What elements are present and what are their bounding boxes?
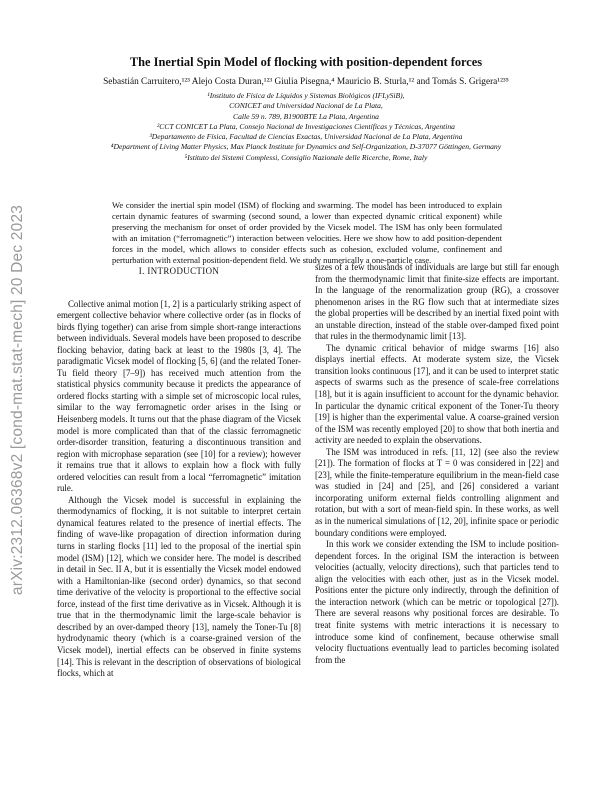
affiliation-line: ¹Instituto de Física de Líquidos y Sistemas Biológicos (IFLySiB), <box>207 91 405 100</box>
arxiv-identifier[interactable]: arXiv:2312.06368v2 [cond-mat.stat-mech] 20 Dec 2023 <box>9 204 26 596</box>
body-paragraph: sizes of a few thousands of individuals are large but still far enough from the thermodynamic limit that finite-size effects are important. In the language of the renormalization group (RG), a crossover phenomenon arises in the RG flow such that at intermediate sizes the global properties will be described by an inertial fixed point with an unstable direction, instead of the stable over-damped fixed point that rules in the thermodynamic limit [13]. <box>315 262 559 342</box>
arxiv-side-stamp <box>4 160 32 640</box>
affiliation-line: CONICET and Universidad Nacional de La Plata, <box>229 101 383 111</box>
left-column <box>57 262 301 680</box>
paper-title: The Inertial Spin Model of flocking with position-dependent forces <box>129 55 483 69</box>
author-list: Sebastián Carruitero,¹²³ Alejo Costa Duran,¹²³ Giulia Pisegna,⁴ Mauricio B. Sturla,¹² and Tomás S. Grigera¹²³⁵ <box>103 77 509 87</box>
affiliation-line: ⁴Department of Living Matter Physics, Max Planck Institute for Dynamics and Self-Organization, D-37077 Göttingen, Germany <box>110 142 502 152</box>
affiliation-line: ³Departamento de Física, Facultad de Ciencias Exactas, Universidad Nacional de La Plata, Argentina <box>149 132 463 142</box>
body-paragraph: Although the Vicsek model is successful in explaining the thermodynamics of flocking, it is not suitable to interpret certain dynamical features related to the presence of inertial effects. The finding of wave-like propagation of direction information during turns in starling flocks [11] led to the proposal of the inertial spin model (ISM) [12], which we consider here. The model is described in detail in Sec. II A, but it is essentially the Vicsek model endowed with a Hamiltonian-like (second order) dynamics, so that second time derivative of the velocity is proportional to the effective social force, instead of the first time derivative as in Vicsek. Although it is true that in the thermodynamic limit the large-scale behavior is described by an over-damped theory [13], namely the Toner-Tu [8] hydrodynamic theory (which is a coarse-grained version of the Vicsek model), inertial effects can be observed in finite systems [14]. This is relevant in the description of observations of biological flocks, which at <box>57 494 301 679</box>
affiliation-line: Calle 59 n. 789, B1900BTE La Plata, Argentina <box>233 111 379 121</box>
affiliation-list <box>40 91 572 163</box>
affiliation-line: ²CCT CONICET La Plata, Consejo Nacional de Investigaciones Científicas y Técnicas, Argentina <box>157 121 455 131</box>
abstract: We consider the inertial spin model (ISM) of flocking and swarming. The model has been introduced to explain certain dynamic features of swarming (second sound, a lower than expected dynamic critical exponent) while preserving the mechanism for onset of order provided by the Vicsek model. The ISM has only been formulated with an imitation (“ferromagnetic”) interaction between velocities. Here we show how to add position-dependent forces in the model, which allows to consider effects such as cohesion, excluded volume, confinement and perturbation with external position-dependent field. We study numerically a one-particle case. <box>112 200 502 265</box>
body-paragraph: Collective animal motion [1, 2] is a particularly striking aspect of emergent collective behavior where collective order (as in flocks of birds flying together) can arise from simple short-range interactions between individuals. Several models have been proposed to describe flocking behavior, dating back at least to the 1980s [3, 4]. The paradigmatic Vicsek model of flocking [5, 6] (and the related Toner-Tu field theory [7–9]) has received much attention from the statistical physics community because it predicts the appearance of ordered flocks starting with a simple set of microscopic local rules, similar to the way ferromagnetic order arises in the Ising or Heisenberg models. It turns out that the phase diagram of the Vicsek model is more complicated than that of the classic ferromagnetic order-disorder transition, featuring a discontinuous transition and region with microphase separation (see [10] for a review); however it remains true that it allows to explain how a flock with fully ordered velocities can result from a local “ferromagnetic” imitation rule. <box>57 298 301 494</box>
body-paragraph: The dynamic critical behavior of midge swarms [16] also displays inertial effects. At moderate system size, the Vicsek transition looks continuous [17], and it can be used to interpret static aspects of swarms such as the presence of scale-free correlations [18], but it is again insufficient to account for the dynamic behavior. In particular the dynamic critical exponent of the Toner-Tu theory [19] is higher than the experimental value. A coarse-grained version of the ISM was recently employed [20] to show that both inertia and activity are needed to explain the observations. <box>315 342 559 446</box>
right-column <box>315 262 559 666</box>
section-heading: I. INTRODUCTION <box>138 266 220 276</box>
body-paragraph: The ISM was introduced in refs. [11, 12] (see also the review [21]). The formation of flocks at T = 0 was considered in [22] and [23], while the finite-temperature equilibrium in the mean-field case was studied in [24] and [25], and [26] considered a variant incorporating uniform external fields controlling alignment and rotation, but with a sort of mean-field spin. In these works, as well as in the numerical simulations of [12, 20], infinite space or periodic boundary conditions were employed. <box>315 446 559 538</box>
affiliation-line: ⁵Istituto dei Sistemi Complessi, Consiglio Nazionale delle Ricerche, Rome, Italy <box>184 152 428 162</box>
body-paragraph: In this work we consider extending the ISM to include position-dependent forces. In the original ISM the interaction is between velocities (actually, velocity directions), such that particles tend to align the velocities with each other, just as in the Vicsek model. Positions enter the picture only indirectly, through the definition of the interaction network (which can be metric or topological [27]). There are several reasons why positional forces are desirable. To treat finite systems with metric interactions it is necessary to introduce some kind of confinement, because otherwise small velocity fluctuations eventually lead to particles becoming isolated from the <box>315 539 559 665</box>
